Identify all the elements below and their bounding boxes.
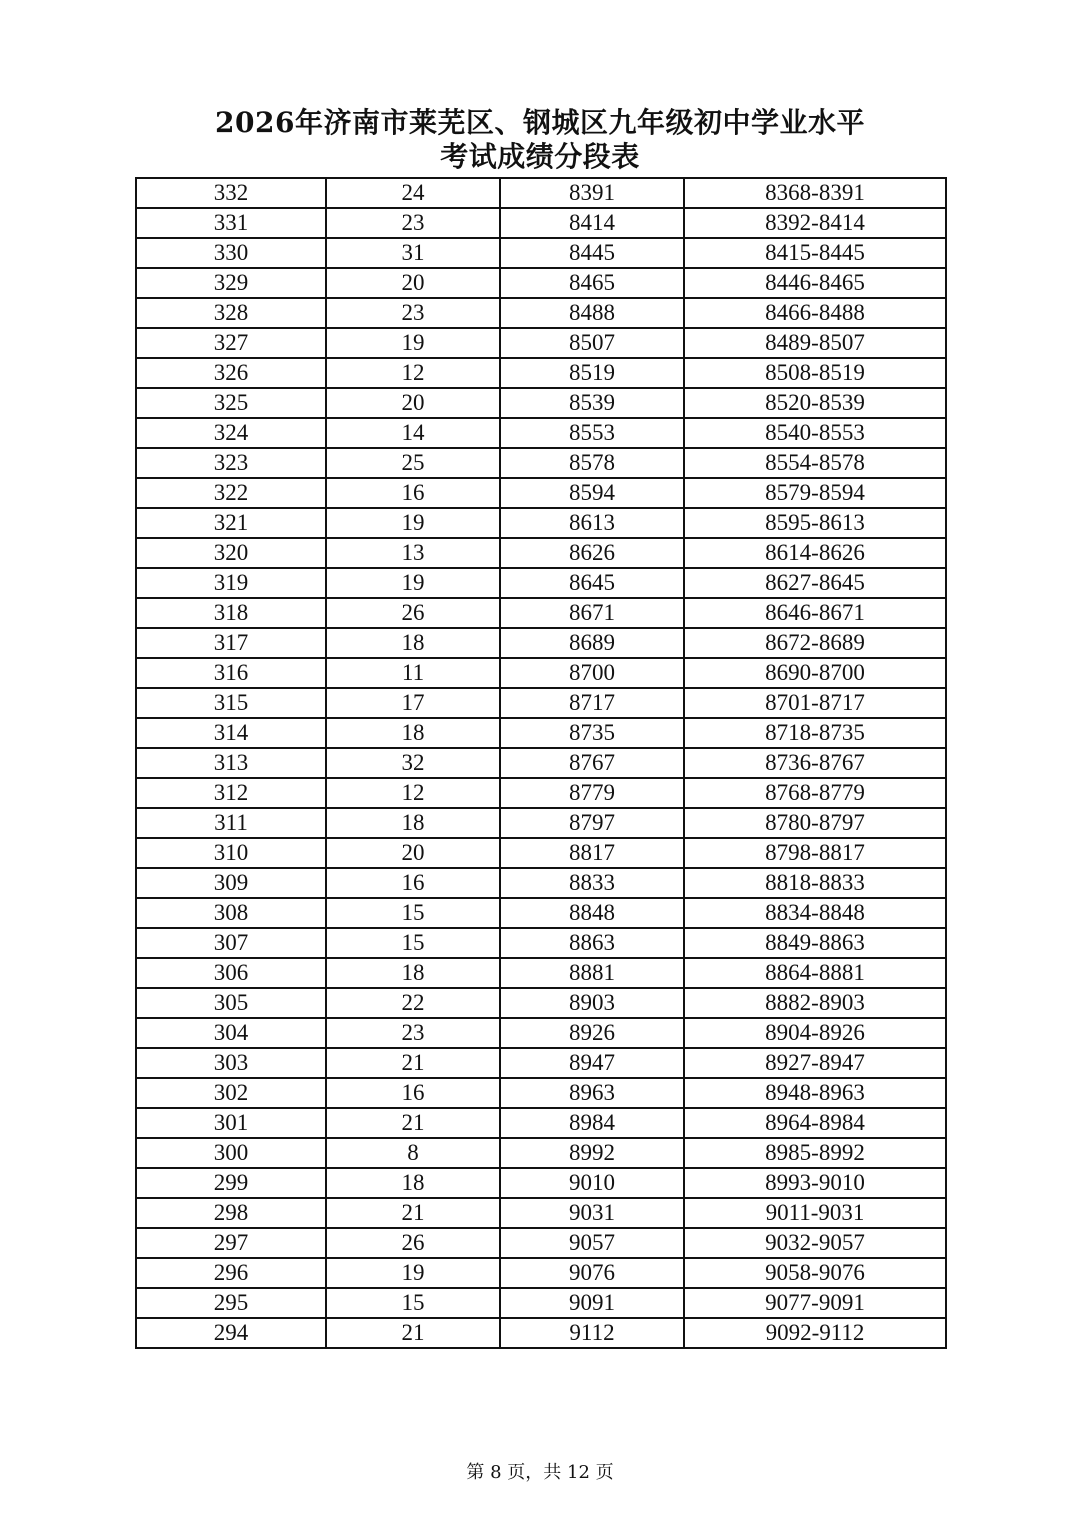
score-cell: 300	[136, 1138, 326, 1168]
count-cell: 24	[326, 178, 500, 208]
cumulative-cell: 8414	[500, 208, 684, 238]
score-cell: 298	[136, 1198, 326, 1228]
rank-range-cell: 8690-8700	[684, 658, 946, 688]
count-cell: 18	[326, 958, 500, 988]
count-cell: 12	[326, 778, 500, 808]
cumulative-cell: 8645	[500, 568, 684, 598]
count-cell: 20	[326, 838, 500, 868]
score-cell: 303	[136, 1048, 326, 1078]
score-cell: 305	[136, 988, 326, 1018]
table-row	[136, 418, 946, 448]
cumulative-cell: 8863	[500, 928, 684, 958]
count-cell: 20	[326, 388, 500, 418]
score-cell: 322	[136, 478, 326, 508]
rank-range-cell: 8508-8519	[684, 358, 946, 388]
cumulative-cell: 8465	[500, 268, 684, 298]
count-cell: 18	[326, 628, 500, 658]
count-cell: 18	[326, 718, 500, 748]
score-cell: 319	[136, 568, 326, 598]
rank-range-cell: 8798-8817	[684, 838, 946, 868]
score-cell: 295	[136, 1288, 326, 1318]
cumulative-cell: 8926	[500, 1018, 684, 1048]
count-cell: 15	[326, 898, 500, 928]
table-row	[136, 1108, 946, 1138]
score-cell: 310	[136, 838, 326, 868]
score-distribution-table	[135, 177, 947, 1349]
table-row	[136, 1078, 946, 1108]
count-cell: 16	[326, 868, 500, 898]
table-row	[136, 658, 946, 688]
score-cell: 316	[136, 658, 326, 688]
table-row	[136, 1018, 946, 1048]
count-cell: 11	[326, 658, 500, 688]
rank-range-cell: 8554-8578	[684, 448, 946, 478]
count-cell: 13	[326, 538, 500, 568]
cumulative-cell: 8445	[500, 238, 684, 268]
page-footer: 第 8 页，共 12 页	[466, 1462, 614, 1483]
rank-range-cell: 8646-8671	[684, 598, 946, 628]
rank-range-cell: 8818-8833	[684, 868, 946, 898]
table-row	[136, 838, 946, 868]
document-title-line-1: 2026年济南市莱芜区、钢城区九年级初中学业水平	[215, 106, 865, 139]
rank-range-cell: 8882-8903	[684, 988, 946, 1018]
table-row	[136, 1288, 946, 1318]
rank-range-cell: 8466-8488	[684, 298, 946, 328]
cumulative-cell: 8689	[500, 628, 684, 658]
count-cell: 23	[326, 208, 500, 238]
rank-range-cell: 8614-8626	[684, 538, 946, 568]
score-cell: 297	[136, 1228, 326, 1258]
table-row	[136, 538, 946, 568]
cumulative-cell: 8767	[500, 748, 684, 778]
count-cell: 17	[326, 688, 500, 718]
count-cell: 14	[326, 418, 500, 448]
count-cell: 18	[326, 1168, 500, 1198]
score-cell: 294	[136, 1318, 326, 1348]
rank-range-cell: 8540-8553	[684, 418, 946, 448]
cumulative-cell: 8963	[500, 1078, 684, 1108]
rank-range-cell: 8627-8645	[684, 568, 946, 598]
cumulative-cell: 8903	[500, 988, 684, 1018]
table-row	[136, 358, 946, 388]
cumulative-cell: 8578	[500, 448, 684, 478]
table-row	[136, 778, 946, 808]
rank-range-cell: 8368-8391	[684, 178, 946, 208]
score-cell: 302	[136, 1078, 326, 1108]
table-row	[136, 1258, 946, 1288]
table-row	[136, 628, 946, 658]
cumulative-cell: 8613	[500, 508, 684, 538]
document-title-line-2: 考试成绩分段表	[440, 140, 640, 173]
table-row	[136, 178, 946, 208]
rank-range-cell: 8927-8947	[684, 1048, 946, 1078]
score-cell: 306	[136, 958, 326, 988]
cumulative-cell: 8797	[500, 808, 684, 838]
count-cell: 19	[326, 1258, 500, 1288]
count-cell: 15	[326, 928, 500, 958]
count-cell: 21	[326, 1318, 500, 1348]
cumulative-cell: 8848	[500, 898, 684, 928]
count-cell: 25	[326, 448, 500, 478]
score-cell: 296	[136, 1258, 326, 1288]
table-row	[136, 298, 946, 328]
score-cell: 324	[136, 418, 326, 448]
rank-range-cell: 8446-8465	[684, 268, 946, 298]
table-row	[136, 718, 946, 748]
table-row	[136, 478, 946, 508]
table-row	[136, 1228, 946, 1258]
rank-range-cell: 8736-8767	[684, 748, 946, 778]
cumulative-cell: 8833	[500, 868, 684, 898]
count-cell: 19	[326, 568, 500, 598]
rank-range-cell: 8579-8594	[684, 478, 946, 508]
score-cell: 307	[136, 928, 326, 958]
score-cell: 326	[136, 358, 326, 388]
table-row	[136, 808, 946, 838]
count-cell: 8	[326, 1138, 500, 1168]
table-row	[136, 748, 946, 778]
table-row	[136, 1048, 946, 1078]
cumulative-cell: 8519	[500, 358, 684, 388]
count-cell: 19	[326, 328, 500, 358]
table-row	[136, 928, 946, 958]
rank-range-cell: 8849-8863	[684, 928, 946, 958]
score-cell: 332	[136, 178, 326, 208]
table-row	[136, 988, 946, 1018]
rank-range-cell: 8985-8992	[684, 1138, 946, 1168]
rank-range-cell: 8392-8414	[684, 208, 946, 238]
count-cell: 26	[326, 1228, 500, 1258]
cumulative-cell: 9091	[500, 1288, 684, 1318]
cumulative-cell: 8626	[500, 538, 684, 568]
count-cell: 26	[326, 598, 500, 628]
rank-range-cell: 8489-8507	[684, 328, 946, 358]
count-cell: 16	[326, 478, 500, 508]
cumulative-cell: 8717	[500, 688, 684, 718]
rank-range-cell: 8964-8984	[684, 1108, 946, 1138]
count-cell: 31	[326, 238, 500, 268]
score-cell: 315	[136, 688, 326, 718]
rank-range-cell: 9058-9076	[684, 1258, 946, 1288]
cumulative-cell: 8539	[500, 388, 684, 418]
table-row	[136, 568, 946, 598]
count-cell: 21	[326, 1198, 500, 1228]
table-row	[136, 1198, 946, 1228]
table-row	[136, 208, 946, 238]
count-cell: 19	[326, 508, 500, 538]
cumulative-cell: 8735	[500, 718, 684, 748]
score-cell: 321	[136, 508, 326, 538]
score-cell: 328	[136, 298, 326, 328]
score-cell: 330	[136, 238, 326, 268]
cumulative-cell: 9076	[500, 1258, 684, 1288]
rank-range-cell: 8993-9010	[684, 1168, 946, 1198]
table-row	[136, 448, 946, 478]
table-row	[136, 868, 946, 898]
count-cell: 21	[326, 1108, 500, 1138]
cumulative-cell: 8881	[500, 958, 684, 988]
rank-range-cell: 9011-9031	[684, 1198, 946, 1228]
rank-range-cell: 8672-8689	[684, 628, 946, 658]
score-cell: 299	[136, 1168, 326, 1198]
score-cell: 312	[136, 778, 326, 808]
cumulative-cell: 9057	[500, 1228, 684, 1258]
table-row	[136, 238, 946, 268]
table-row	[136, 688, 946, 718]
rank-range-cell: 8948-8963	[684, 1078, 946, 1108]
rank-range-cell: 8595-8613	[684, 508, 946, 538]
score-cell: 331	[136, 208, 326, 238]
cumulative-cell: 8671	[500, 598, 684, 628]
rank-range-cell: 9092-9112	[684, 1318, 946, 1348]
score-table-body	[136, 178, 946, 1348]
cumulative-cell: 8594	[500, 478, 684, 508]
score-cell: 301	[136, 1108, 326, 1138]
score-cell: 304	[136, 1018, 326, 1048]
cumulative-cell: 9010	[500, 1168, 684, 1198]
score-cell: 308	[136, 898, 326, 928]
rank-range-cell: 9077-9091	[684, 1288, 946, 1318]
score-cell: 313	[136, 748, 326, 778]
rank-range-cell: 8864-8881	[684, 958, 946, 988]
rank-range-cell: 9032-9057	[684, 1228, 946, 1258]
count-cell: 32	[326, 748, 500, 778]
cumulative-cell: 9031	[500, 1198, 684, 1228]
cumulative-cell: 8488	[500, 298, 684, 328]
rank-range-cell: 8415-8445	[684, 238, 946, 268]
score-cell: 323	[136, 448, 326, 478]
cumulative-cell: 8992	[500, 1138, 684, 1168]
rank-range-cell: 8834-8848	[684, 898, 946, 928]
cumulative-cell: 8553	[500, 418, 684, 448]
count-cell: 18	[326, 808, 500, 838]
score-cell: 318	[136, 598, 326, 628]
table-row	[136, 268, 946, 298]
score-cell: 327	[136, 328, 326, 358]
count-cell: 23	[326, 1018, 500, 1048]
rank-range-cell: 8718-8735	[684, 718, 946, 748]
table-row	[136, 598, 946, 628]
score-cell: 320	[136, 538, 326, 568]
cumulative-cell: 8947	[500, 1048, 684, 1078]
rank-range-cell: 8768-8779	[684, 778, 946, 808]
count-cell: 23	[326, 298, 500, 328]
count-cell: 22	[326, 988, 500, 1018]
score-cell: 317	[136, 628, 326, 658]
table-row	[136, 328, 946, 358]
score-cell: 311	[136, 808, 326, 838]
table-row	[136, 1168, 946, 1198]
count-cell: 12	[326, 358, 500, 388]
count-cell: 21	[326, 1048, 500, 1078]
table-row	[136, 1318, 946, 1348]
rank-range-cell: 8520-8539	[684, 388, 946, 418]
rank-range-cell: 8780-8797	[684, 808, 946, 838]
count-cell: 20	[326, 268, 500, 298]
table-row	[136, 898, 946, 928]
table-row	[136, 388, 946, 418]
score-cell: 314	[136, 718, 326, 748]
cumulative-cell: 8700	[500, 658, 684, 688]
rank-range-cell: 8904-8926	[684, 1018, 946, 1048]
score-cell: 309	[136, 868, 326, 898]
count-cell: 16	[326, 1078, 500, 1108]
cumulative-cell: 9112	[500, 1318, 684, 1348]
table-row	[136, 1138, 946, 1168]
cumulative-cell: 8507	[500, 328, 684, 358]
cumulative-cell: 8391	[500, 178, 684, 208]
score-cell: 325	[136, 388, 326, 418]
cumulative-cell: 8779	[500, 778, 684, 808]
score-cell: 329	[136, 268, 326, 298]
table-row	[136, 958, 946, 988]
rank-range-cell: 8701-8717	[684, 688, 946, 718]
cumulative-cell: 8817	[500, 838, 684, 868]
table-row	[136, 508, 946, 538]
cumulative-cell: 8984	[500, 1108, 684, 1138]
count-cell: 15	[326, 1288, 500, 1318]
